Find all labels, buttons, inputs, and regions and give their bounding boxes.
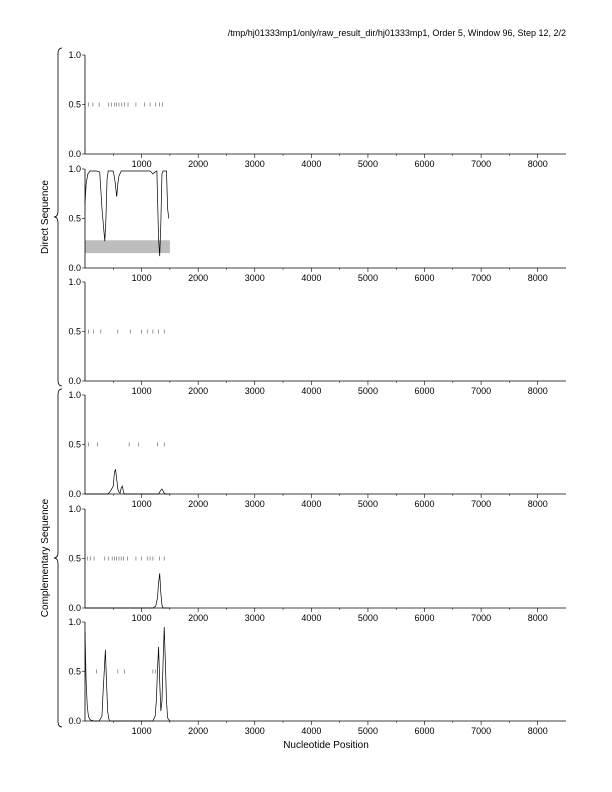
panel-1 <box>68 50 566 169</box>
y-tick-label: 0.0 <box>68 376 81 386</box>
y-tick-label: 0.0 <box>68 489 81 499</box>
x-tick-label: 6000 <box>414 159 435 169</box>
y-tick-label: 1.0 <box>68 50 81 60</box>
x-tick-label: 2000 <box>188 499 209 509</box>
y-tick-label: 1.0 <box>68 617 81 627</box>
x-tick-label: 8000 <box>527 499 548 509</box>
complementary-sequence-brace <box>54 389 62 727</box>
x-tick-label: 4000 <box>301 273 322 283</box>
panels-group <box>68 50 566 736</box>
x-tick-label: 7000 <box>471 726 492 736</box>
x-tick-label: 2000 <box>188 273 209 283</box>
x-tick-label: 6000 <box>414 726 435 736</box>
y-tick-label: 0.0 <box>68 716 81 726</box>
x-tick-label: 4000 <box>301 386 322 396</box>
x-tick-label: 8000 <box>527 273 548 283</box>
x-tick-label: 3000 <box>244 499 265 509</box>
x-tick-label: 2000 <box>188 386 209 396</box>
y-tick-label: 0.0 <box>68 263 81 273</box>
x-tick-label: 2000 <box>188 726 209 736</box>
x-tick-label: 6000 <box>414 613 435 623</box>
x-tick-label: 1000 <box>131 613 152 623</box>
x-tick-label: 6000 <box>414 499 435 509</box>
y-tick-label: 1.0 <box>68 504 81 514</box>
x-tick-label: 4000 <box>301 613 322 623</box>
x-tick-label: 7000 <box>471 386 492 396</box>
x-tick-label: 8000 <box>527 726 548 736</box>
y-tick-label: 0.5 <box>68 439 81 450</box>
x-tick-label: 3000 <box>244 273 265 283</box>
x-tick-label: 7000 <box>471 499 492 509</box>
group-braces <box>40 48 62 727</box>
y-tick-label: 0.0 <box>68 603 81 613</box>
x-tick-label: 6000 <box>414 273 435 283</box>
x-axis-title: Nucleotide Position <box>283 740 369 751</box>
x-tick-label: 2000 <box>188 159 209 169</box>
x-tick-label: 6000 <box>414 386 435 396</box>
x-tick-label: 7000 <box>471 273 492 283</box>
y-tick-label: 1.0 <box>68 164 81 174</box>
series-line <box>85 469 170 494</box>
x-tick-label: 3000 <box>244 159 265 169</box>
y-tick-label: 1.0 <box>68 390 81 400</box>
y-tick-label: 0.5 <box>68 213 81 224</box>
y-tick-label: 0.5 <box>68 666 81 677</box>
x-tick-label: 5000 <box>357 726 378 736</box>
panel-5 <box>68 504 566 623</box>
complementary-sequence-label: Complementary Sequence <box>40 498 51 618</box>
gray-band <box>85 240 170 253</box>
panel-3 <box>68 277 566 396</box>
y-tick-label: 0.5 <box>68 553 81 564</box>
panel-6 <box>68 617 566 736</box>
y-tick-label: 0.0 <box>68 149 81 159</box>
x-tick-label: 4000 <box>301 726 322 736</box>
x-tick-label: 4000 <box>301 499 322 509</box>
direct-sequence-label: Direct Sequence <box>40 180 51 254</box>
y-tick-label: 1.0 <box>68 277 81 287</box>
x-tick-label: 5000 <box>357 499 378 509</box>
x-tick-label: 7000 <box>471 159 492 169</box>
x-tick-label: 1000 <box>131 273 152 283</box>
x-tick-label: 3000 <box>244 726 265 736</box>
x-tick-label: 3000 <box>244 386 265 396</box>
x-tick-label: 8000 <box>527 159 548 169</box>
x-tick-label: 1000 <box>131 386 152 396</box>
x-tick-label: 5000 <box>357 613 378 623</box>
chart-title: /tmp/hj01333mp1/only/raw_result_dir/hj01333mp1, Order 5, Window 96, Step 12, 2/2 <box>227 28 566 38</box>
x-tick-label: 2000 <box>188 613 209 623</box>
x-tick-label: 8000 <box>527 386 548 396</box>
x-tick-label: 8000 <box>527 613 548 623</box>
panel-4 <box>68 390 566 509</box>
x-tick-label: 1000 <box>131 499 152 509</box>
x-tick-label: 1000 <box>131 726 152 736</box>
y-tick-label: 0.5 <box>68 99 81 110</box>
x-tick-label: 7000 <box>471 613 492 623</box>
panel-2 <box>68 164 566 283</box>
x-tick-label: 1000 <box>131 159 152 169</box>
series-line <box>85 627 170 721</box>
series-line <box>85 573 170 608</box>
x-tick-label: 5000 <box>357 159 378 169</box>
direct-sequence-brace <box>54 48 62 386</box>
x-tick-label: 4000 <box>301 159 322 169</box>
x-tick-label: 3000 <box>244 613 265 623</box>
x-tick-label: 5000 <box>357 273 378 283</box>
x-tick-label: 5000 <box>357 386 378 396</box>
y-tick-label: 0.5 <box>68 326 81 337</box>
